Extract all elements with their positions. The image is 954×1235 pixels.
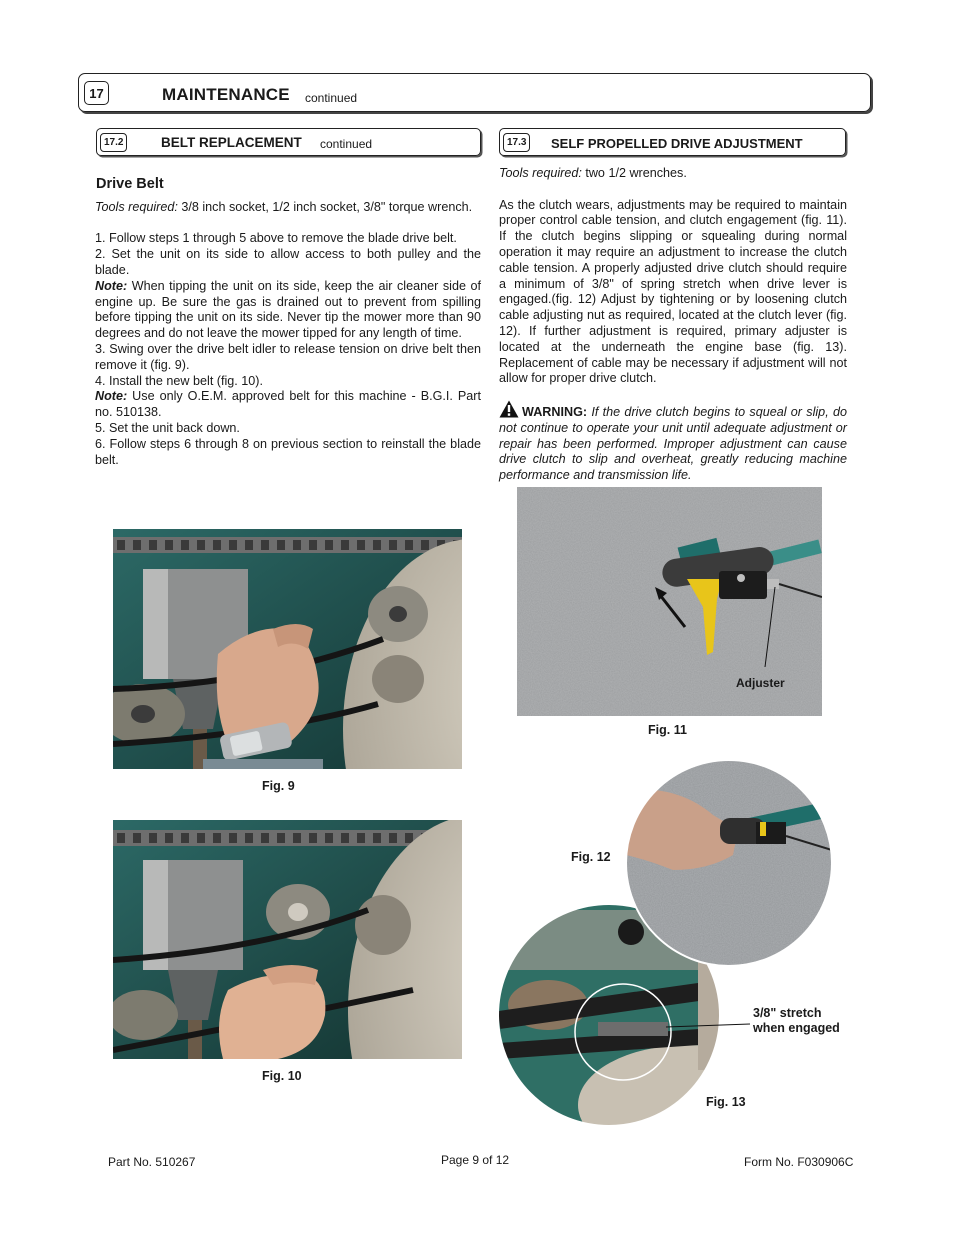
drive-adjustment-instructions (499, 166, 847, 387)
step-2: 2. Set the unit on its side to allow access to both pulley and the blade. (95, 247, 481, 277)
warning-text: If the drive clutch begins to squeal or slip, do not continue to operate your unit until adequate adjustment or repair has been performed. Improper adjustment can cause drive clutch to slip and overheat, greatly reducing machine performance and transmission life. (499, 405, 847, 483)
fig-13-caption: Fig. 13 (706, 1095, 746, 1109)
subsection-number: 17.2 (100, 133, 127, 152)
drive-belt-instructions (95, 177, 481, 468)
section-title: MAINTENANCE (162, 85, 290, 104)
section-header (78, 73, 871, 112)
footer-page-number: Page 9 of 12 (441, 1153, 510, 1167)
fig-9-photo (113, 529, 462, 769)
adjustment-body: As the clutch wears, adjustments may be required to maintain proper control cable tension, and clutch engagement (fig. 11). If the clutch begins slipping or squealing during normal operation it may require an adjustment to increase the clutch cable tension. A properly adjusted drive clutch should require a minimum of 3/8" of spring stretch when drive lever is engaged.(fig. 12) Adjust by tightening or by loosening clutch cable adjusting nut as required, located at the clutch lever (fig. 12). If further adjustment is required, primary adjuster is located at the underneath the engine base (fig. 13). Replacement of cable may be necessary if adjustment will not allow for proper drive clutch. (499, 197, 847, 386)
fig-11-caption: Fig. 11 (648, 723, 687, 737)
subsection-header-self-propelled (499, 128, 846, 156)
warning-label: WARNING: (522, 405, 588, 419)
step-4: 4. Install the new belt (fig. 10). (95, 373, 264, 388)
subsection-header-belt-replacement (96, 128, 481, 156)
fig-12-caption: Fig. 12 (571, 850, 611, 864)
footer-form-number: Form No. F030906C (744, 1155, 854, 1169)
step-1: 1. Follow steps 1 through 5 above to remove the blade drive belt. (95, 231, 457, 246)
subsection-title: BELT REPLACEMENT (161, 135, 302, 150)
adjuster-label: Adjuster (736, 676, 785, 690)
tools-required: Tools required: 3/8 inch socket, 1/2 inch socket, 3/8" torque wrench. (95, 199, 473, 214)
fig-9-caption: Fig. 9 (262, 779, 295, 793)
footer-part-number: Part No. 510267 (108, 1155, 196, 1169)
note-tipping: Note: When tipping the unit on its side, keep the air cleaner side of engine up. Be sure the gas is drained out to prevent from spilling before tipping the unit on its side. Never tip the mower more than 90 degrees and do not leave the mower tipped for any length of time. (95, 278, 481, 341)
fig-12-13-photos (498, 760, 843, 1132)
fig-10-caption: Fig. 10 (262, 1069, 302, 1083)
warning-triangle-icon (499, 400, 519, 418)
subsection-title: SELF PROPELLED DRIVE ADJUSTMENT (551, 136, 803, 151)
drive-belt-heading: Drive Belt (96, 176, 164, 192)
note-oem-belt: Note: Use only O.E.M. approved belt for this machine - B.G.I. Part no. 510138. (95, 389, 481, 420)
fig-10-photo (113, 820, 462, 1059)
step-3: 3. Swing over the drive belt idler to release tension on drive belt then remove it (fig. 9). (95, 341, 481, 372)
subsection-continued: continued (320, 137, 373, 151)
tools-required: Tools required: two 1/2 wrenches. (499, 166, 687, 180)
step-6: 6. Follow steps 6 through 8 on previous section to reinstall the blade belt. (95, 436, 481, 467)
stretch-label: 3/8" stretch when engaged (753, 1006, 840, 1035)
step-5: 5. Set the unit back down. (95, 420, 240, 435)
section-continued: continued (305, 91, 358, 105)
section-number: 17 (84, 81, 109, 105)
warning-block (499, 400, 847, 484)
subsection-number: 17.3 (503, 133, 530, 152)
